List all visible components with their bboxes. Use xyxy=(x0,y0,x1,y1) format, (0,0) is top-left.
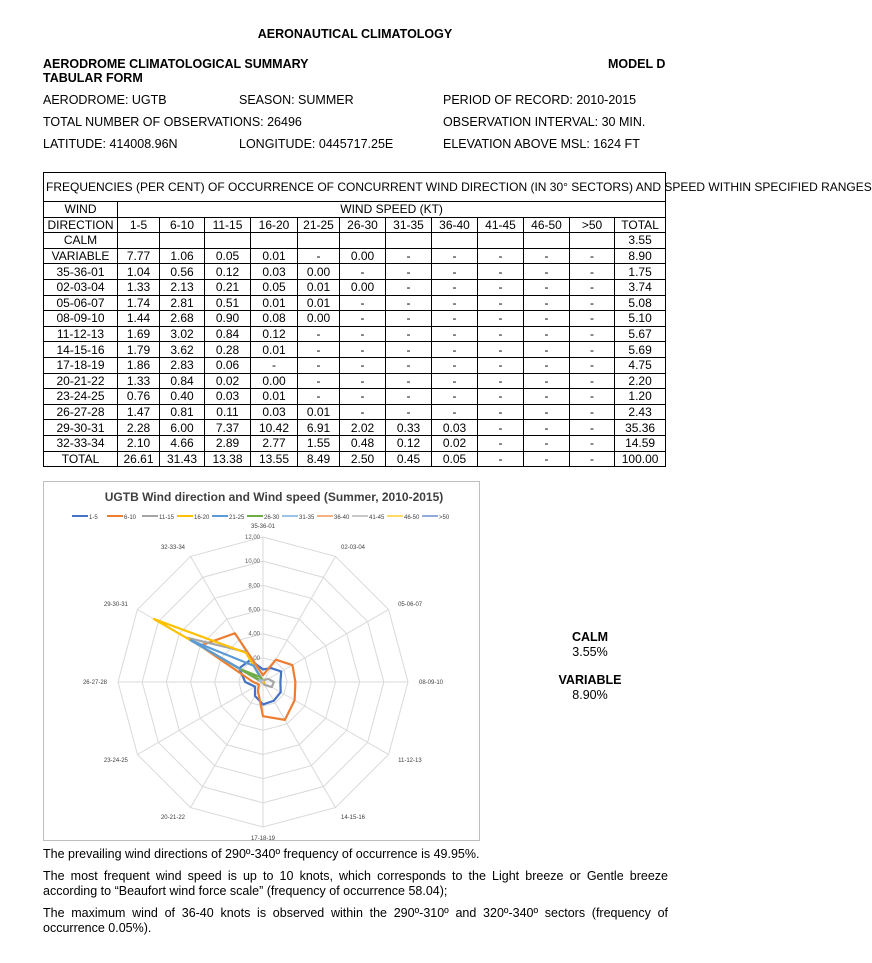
value-cell: 0.01 xyxy=(251,389,298,405)
value-cell: - xyxy=(432,326,478,342)
value-cell: 0.84 xyxy=(205,326,251,342)
value-cell: 0.01 xyxy=(251,342,298,358)
direction-cell: 11-12-13 xyxy=(44,326,118,342)
column-header: 31-35 xyxy=(386,217,432,233)
value-cell: 1.86 xyxy=(118,357,160,373)
value-cell: 2.10 xyxy=(118,435,160,451)
direction-cell: 08-09-10 xyxy=(44,311,118,327)
value-cell: 0.06 xyxy=(205,357,251,373)
value-cell: - xyxy=(340,311,386,327)
value-cell: - xyxy=(251,357,298,373)
value-cell: - xyxy=(570,311,615,327)
value-cell: - xyxy=(298,326,340,342)
column-header: 46-50 xyxy=(524,217,570,233)
value-cell: 2.83 xyxy=(160,357,205,373)
value-cell: 3.62 xyxy=(160,342,205,358)
table-row xyxy=(44,233,666,249)
value-cell xyxy=(340,233,386,249)
legend-label: 41-45 xyxy=(369,515,385,521)
value-cell: 2.02 xyxy=(340,420,386,436)
wind-frequency-table xyxy=(43,172,872,467)
value-cell: - xyxy=(340,295,386,311)
value-cell: - xyxy=(386,264,432,280)
value-cell: - xyxy=(432,279,478,295)
value-cell: 0.01 xyxy=(251,295,298,311)
value-cell: - xyxy=(432,264,478,280)
value-cell: - xyxy=(340,342,386,358)
category-label: 20-21-22 xyxy=(160,815,185,822)
radial-tick-label: 10,00 xyxy=(244,559,260,566)
value-cell: 0.84 xyxy=(160,373,205,389)
value-cell: 0.01 xyxy=(298,404,340,420)
value-cell: - xyxy=(524,435,570,451)
note-frequent-speed: The most frequent wind speed is up to 10 knots, which corresponds to the Light breeze or Gentle breeze according to “Beaufort wind force scale” (frequency of occurrence 58.04); xyxy=(43,869,668,898)
table-row xyxy=(44,342,666,358)
value-cell: 0.00 xyxy=(251,373,298,389)
value-cell: 2.20 xyxy=(615,373,666,389)
value-cell: 0.02 xyxy=(432,435,478,451)
value-cell: 0.03 xyxy=(251,404,298,420)
direction-cell: 05-06-07 xyxy=(44,295,118,311)
radial-tick-label: 2,00 xyxy=(248,655,260,662)
value-cell: - xyxy=(478,373,524,389)
value-cell: - xyxy=(340,326,386,342)
value-cell: 1.74 xyxy=(118,295,160,311)
wind-rose-svg xyxy=(44,482,479,840)
category-label: 23-24-25 xyxy=(103,758,128,764)
table-row xyxy=(44,279,666,295)
value-cell: 0.01 xyxy=(298,279,340,295)
value-cell: - xyxy=(340,264,386,280)
value-cell: 31.43 xyxy=(160,451,205,467)
value-cell: - xyxy=(298,357,340,373)
value-cell: 4.66 xyxy=(160,435,205,451)
value-cell: 0.00 xyxy=(340,248,386,264)
value-cell xyxy=(570,233,615,249)
value-cell: - xyxy=(478,295,524,311)
value-cell: 0.12 xyxy=(386,435,432,451)
value-cell: 14.59 xyxy=(615,435,666,451)
wind-header: WIND xyxy=(44,202,118,218)
value-cell: 3.55 xyxy=(615,233,666,249)
value-cell: - xyxy=(298,389,340,405)
value-cell: 4.75 xyxy=(615,357,666,373)
value-cell: 1.20 xyxy=(615,389,666,405)
value-cell: 0.00 xyxy=(340,279,386,295)
value-cell xyxy=(386,233,432,249)
value-cell: 1.04 xyxy=(118,264,160,280)
value-cell: 0.90 xyxy=(205,311,251,327)
category-label: 17-18-19 xyxy=(250,836,276,842)
value-cell: - xyxy=(524,342,570,358)
value-cell: - xyxy=(524,264,570,280)
value-cell: - xyxy=(386,279,432,295)
value-cell: - xyxy=(570,248,615,264)
value-cell: - xyxy=(524,357,570,373)
direction-cell: 32-33-34 xyxy=(44,435,118,451)
table-row xyxy=(44,451,666,467)
value-cell xyxy=(524,233,570,249)
column-header: 11-15 xyxy=(205,217,251,233)
value-cell: 7.37 xyxy=(205,420,251,436)
value-cell: - xyxy=(524,404,570,420)
value-cell: - xyxy=(524,373,570,389)
radial-tick-label: 6,00 xyxy=(248,607,260,614)
column-header: 16-20 xyxy=(251,217,298,233)
table-row xyxy=(44,311,666,327)
column-header: TOTAL xyxy=(615,217,666,233)
value-cell: 0.11 xyxy=(205,404,251,420)
value-cell: 0.02 xyxy=(205,373,251,389)
value-cell: - xyxy=(478,342,524,358)
category-label: 26-27-28 xyxy=(82,680,107,686)
value-cell: - xyxy=(524,295,570,311)
value-cell: 0.81 xyxy=(160,404,205,420)
value-cell: - xyxy=(524,451,570,467)
value-cell xyxy=(160,233,205,249)
value-cell: - xyxy=(298,342,340,358)
legend-label: 16-20 xyxy=(194,515,210,521)
value-cell: - xyxy=(432,311,478,327)
table-row xyxy=(44,389,666,405)
value-cell: - xyxy=(298,373,340,389)
value-cell: - xyxy=(478,404,524,420)
season: SEASON: SUMMER xyxy=(239,93,354,107)
value-cell: 100.00 xyxy=(615,451,666,467)
calm-value: 3.55% xyxy=(572,645,608,659)
table-caption: FREQUENCIES (PER CENT) OF OCCURRENCE OF CONCURRENT WIND DIRECTION (IN 30° SECTORS) AND SPEED WITHIN SPECIFIED RANGES xyxy=(44,173,666,202)
table-row xyxy=(44,373,666,389)
direction-cell: VARIABLE xyxy=(44,248,118,264)
note-prevailing: The prevailing wind directions of 290º-340º frequency of occurrence is 49.95%. xyxy=(43,847,480,861)
value-cell xyxy=(298,233,340,249)
radial-tick-label: 12,00 xyxy=(244,535,260,541)
legend-label: 26-30 xyxy=(264,515,280,521)
direction-cell: 20-21-22 xyxy=(44,373,118,389)
category-label: 32-33-34 xyxy=(160,544,185,551)
category-label: 08-09-10 xyxy=(419,680,444,686)
value-cell: - xyxy=(570,342,615,358)
value-cell: - xyxy=(478,248,524,264)
category-label: 11-12-13 xyxy=(398,758,422,764)
form-title: TABULAR FORM xyxy=(43,71,143,85)
page-title: AERONAUTICAL CLIMATOLOGY xyxy=(257,27,453,41)
value-cell: 0.03 xyxy=(205,389,251,405)
value-cell: 1.33 xyxy=(118,373,160,389)
value-cell: 1.33 xyxy=(118,279,160,295)
value-cell: - xyxy=(386,311,432,327)
table-row xyxy=(44,420,666,436)
summary-title: AERODROME CLIMATOLOGICAL SUMMARY xyxy=(43,57,309,71)
value-cell: 2.68 xyxy=(160,311,205,327)
value-cell: - xyxy=(432,404,478,420)
direction-cell: TOTAL xyxy=(44,451,118,467)
value-cell: - xyxy=(524,389,570,405)
value-cell xyxy=(118,233,160,249)
note-maximum-wind: The maximum wind of 36-40 knots is observed within the 290º-310º and 320º-340º sectors (frequency of occurrence 0.05%). xyxy=(43,906,668,935)
latitude: LATITUDE: 414008.96N xyxy=(43,137,178,151)
value-cell: 7.77 xyxy=(118,248,160,264)
direction-cell: 14-15-16 xyxy=(44,342,118,358)
direction-header: DIRECTION xyxy=(44,217,118,233)
value-cell: 13.38 xyxy=(205,451,251,467)
direction-cell: 17-18-19 xyxy=(44,357,118,373)
value-cell: - xyxy=(386,357,432,373)
value-cell: - xyxy=(386,342,432,358)
value-cell: 8.49 xyxy=(298,451,340,467)
value-cell: - xyxy=(570,326,615,342)
column-header: 21-25 xyxy=(298,217,340,233)
table-row xyxy=(44,435,666,451)
column-header: 1-5 xyxy=(118,217,160,233)
value-cell: - xyxy=(570,420,615,436)
value-cell: 5.08 xyxy=(615,295,666,311)
value-cell: - xyxy=(432,295,478,311)
value-cell: - xyxy=(478,326,524,342)
value-cell: 0.05 xyxy=(205,248,251,264)
value-cell: 1.47 xyxy=(118,404,160,420)
table-row xyxy=(44,295,666,311)
value-cell: - xyxy=(386,389,432,405)
legend-label: 21-25 xyxy=(229,515,245,521)
value-cell: - xyxy=(432,373,478,389)
model-label: MODEL D xyxy=(608,57,666,71)
value-cell: - xyxy=(432,342,478,358)
table-row xyxy=(44,264,666,280)
legend-label: 6-10 xyxy=(124,515,137,521)
value-cell: 13.55 xyxy=(251,451,298,467)
value-cell: 0.01 xyxy=(298,295,340,311)
value-cell: 0.05 xyxy=(432,451,478,467)
value-cell: - xyxy=(478,279,524,295)
value-cell: - xyxy=(478,435,524,451)
direction-cell: 29-30-31 xyxy=(44,420,118,436)
table-row xyxy=(44,326,666,342)
category-label: 02-03-04 xyxy=(341,544,366,551)
value-cell: - xyxy=(524,311,570,327)
value-cell: 0.12 xyxy=(205,264,251,280)
value-cell: - xyxy=(570,295,615,311)
grid-spoke xyxy=(137,682,263,755)
value-cell: 0.45 xyxy=(386,451,432,467)
value-cell: 3.02 xyxy=(160,326,205,342)
value-cell: 0.00 xyxy=(298,311,340,327)
value-cell: - xyxy=(478,264,524,280)
direction-cell: 02-03-04 xyxy=(44,279,118,295)
value-cell: - xyxy=(478,389,524,405)
value-cell: - xyxy=(524,420,570,436)
value-cell: - xyxy=(570,373,615,389)
value-cell: - xyxy=(340,404,386,420)
value-cell: - xyxy=(570,264,615,280)
value-cell: 2.13 xyxy=(160,279,205,295)
value-cell: - xyxy=(386,248,432,264)
calm-label: CALM xyxy=(571,630,609,644)
value-cell: 0.76 xyxy=(118,389,160,405)
column-header: 41-45 xyxy=(478,217,524,233)
legend-label: >50 xyxy=(439,515,450,521)
value-cell: 1.06 xyxy=(160,248,205,264)
legend-label: 46-50 xyxy=(404,515,420,521)
category-label: 35-36-01 xyxy=(250,524,276,530)
value-cell: 0.28 xyxy=(205,342,251,358)
value-cell: 0.03 xyxy=(251,264,298,280)
value-cell: - xyxy=(432,389,478,405)
legend-label: 1-5 xyxy=(89,515,98,521)
value-cell: 35.36 xyxy=(615,420,666,436)
value-cell: 10.42 xyxy=(251,420,298,436)
value-cell: 1.79 xyxy=(118,342,160,358)
value-cell: - xyxy=(386,404,432,420)
value-cell: - xyxy=(478,311,524,327)
value-cell: 1.69 xyxy=(118,326,160,342)
wind-rose-chart xyxy=(43,481,480,841)
column-header: 36-40 xyxy=(432,217,478,233)
value-cell: 5.67 xyxy=(615,326,666,342)
wind-speed-header: WIND SPEED (KT) xyxy=(118,202,666,218)
value-cell: - xyxy=(570,279,615,295)
total-observations: TOTAL NUMBER OF OBSERVATIONS: 26496 xyxy=(43,115,302,129)
value-cell: 0.03 xyxy=(432,420,478,436)
legend-label: 36-40 xyxy=(334,515,350,521)
variable-value: 8.90% xyxy=(572,688,608,702)
value-cell: 1.44 xyxy=(118,311,160,327)
radial-tick-label: 8,00 xyxy=(248,583,260,590)
elevation: ELEVATION ABOVE MSL: 1624 FT xyxy=(443,137,640,151)
direction-cell: 23-24-25 xyxy=(44,389,118,405)
grid-spoke xyxy=(263,682,389,755)
value-cell: - xyxy=(478,357,524,373)
value-cell: - xyxy=(298,248,340,264)
value-cell: 5.69 xyxy=(615,342,666,358)
value-cell: 8.90 xyxy=(615,248,666,264)
period-of-record: PERIOD OF RECORD: 2010-2015 xyxy=(443,93,637,107)
variable-label: VARIABLE xyxy=(558,673,622,687)
value-cell: - xyxy=(570,357,615,373)
longitude: LONGITUDE: 0445717.25E xyxy=(239,137,394,151)
value-cell: 0.08 xyxy=(251,311,298,327)
table-row xyxy=(44,248,666,264)
grid-spoke xyxy=(191,682,264,808)
column-header: 26-30 xyxy=(340,217,386,233)
value-cell: 0.51 xyxy=(205,295,251,311)
observation-interval: OBSERVATION INTERVAL: 30 MIN. xyxy=(443,115,646,129)
legend-label: 11-15 xyxy=(159,515,174,521)
value-cell: 6.00 xyxy=(160,420,205,436)
direction-cell: 26-27-28 xyxy=(44,404,118,420)
value-cell: - xyxy=(340,357,386,373)
value-cell: - xyxy=(524,326,570,342)
value-cell: - xyxy=(524,279,570,295)
value-cell: 3.74 xyxy=(615,279,666,295)
value-cell: - xyxy=(570,404,615,420)
value-cell: 2.43 xyxy=(615,404,666,420)
value-cell: 0.05 xyxy=(251,279,298,295)
value-cell: 0.12 xyxy=(251,326,298,342)
value-cell: 2.50 xyxy=(340,451,386,467)
radial-tick-label: 4,00 xyxy=(248,631,260,638)
table-row xyxy=(44,404,666,420)
value-cell: - xyxy=(432,248,478,264)
value-cell: - xyxy=(478,420,524,436)
value-cell: - xyxy=(570,389,615,405)
column-header: 6-10 xyxy=(160,217,205,233)
value-cell: 1.55 xyxy=(298,435,340,451)
category-label: 14-15-16 xyxy=(341,815,366,822)
value-cell xyxy=(205,233,251,249)
value-cell: - xyxy=(340,373,386,389)
value-cell: - xyxy=(570,435,615,451)
value-cell: 26.61 xyxy=(118,451,160,467)
chart-title: UGTB Wind direction and Wind speed (Summer, 2010-2015) xyxy=(104,490,444,504)
value-cell: 2.77 xyxy=(251,435,298,451)
value-cell: 0.56 xyxy=(160,264,205,280)
value-cell: 6.91 xyxy=(298,420,340,436)
value-cell: 0.01 xyxy=(251,248,298,264)
column-header: >50 xyxy=(570,217,615,233)
value-cell: 0.21 xyxy=(205,279,251,295)
value-cell: - xyxy=(386,373,432,389)
direction-cell: 35-36-01 xyxy=(44,264,118,280)
direction-cell: CALM xyxy=(44,233,118,249)
value-cell: - xyxy=(386,295,432,311)
category-label: 29-30-31 xyxy=(103,602,128,608)
value-cell: - xyxy=(340,389,386,405)
aerodrome: AERODROME: UGTB xyxy=(43,93,167,107)
category-label: 05-06-07 xyxy=(398,602,423,608)
value-cell: - xyxy=(432,357,478,373)
value-cell: 0.48 xyxy=(340,435,386,451)
value-cell: 5.10 xyxy=(615,311,666,327)
value-cell: - xyxy=(386,326,432,342)
table-row xyxy=(44,357,666,373)
value-cell: - xyxy=(570,451,615,467)
value-cell: - xyxy=(524,248,570,264)
value-cell: - xyxy=(478,451,524,467)
column-header-row xyxy=(44,217,666,233)
value-cell: 0.00 xyxy=(298,264,340,280)
value-cell xyxy=(478,233,524,249)
value-cell: 0.33 xyxy=(386,420,432,436)
value-cell xyxy=(432,233,478,249)
value-cell: 2.81 xyxy=(160,295,205,311)
value-cell xyxy=(251,233,298,249)
value-cell: 2.89 xyxy=(205,435,251,451)
legend-label: 31-35 xyxy=(299,515,315,521)
value-cell: 0.40 xyxy=(160,389,205,405)
value-cell: 1.75 xyxy=(615,264,666,280)
value-cell: 2.28 xyxy=(118,420,160,436)
